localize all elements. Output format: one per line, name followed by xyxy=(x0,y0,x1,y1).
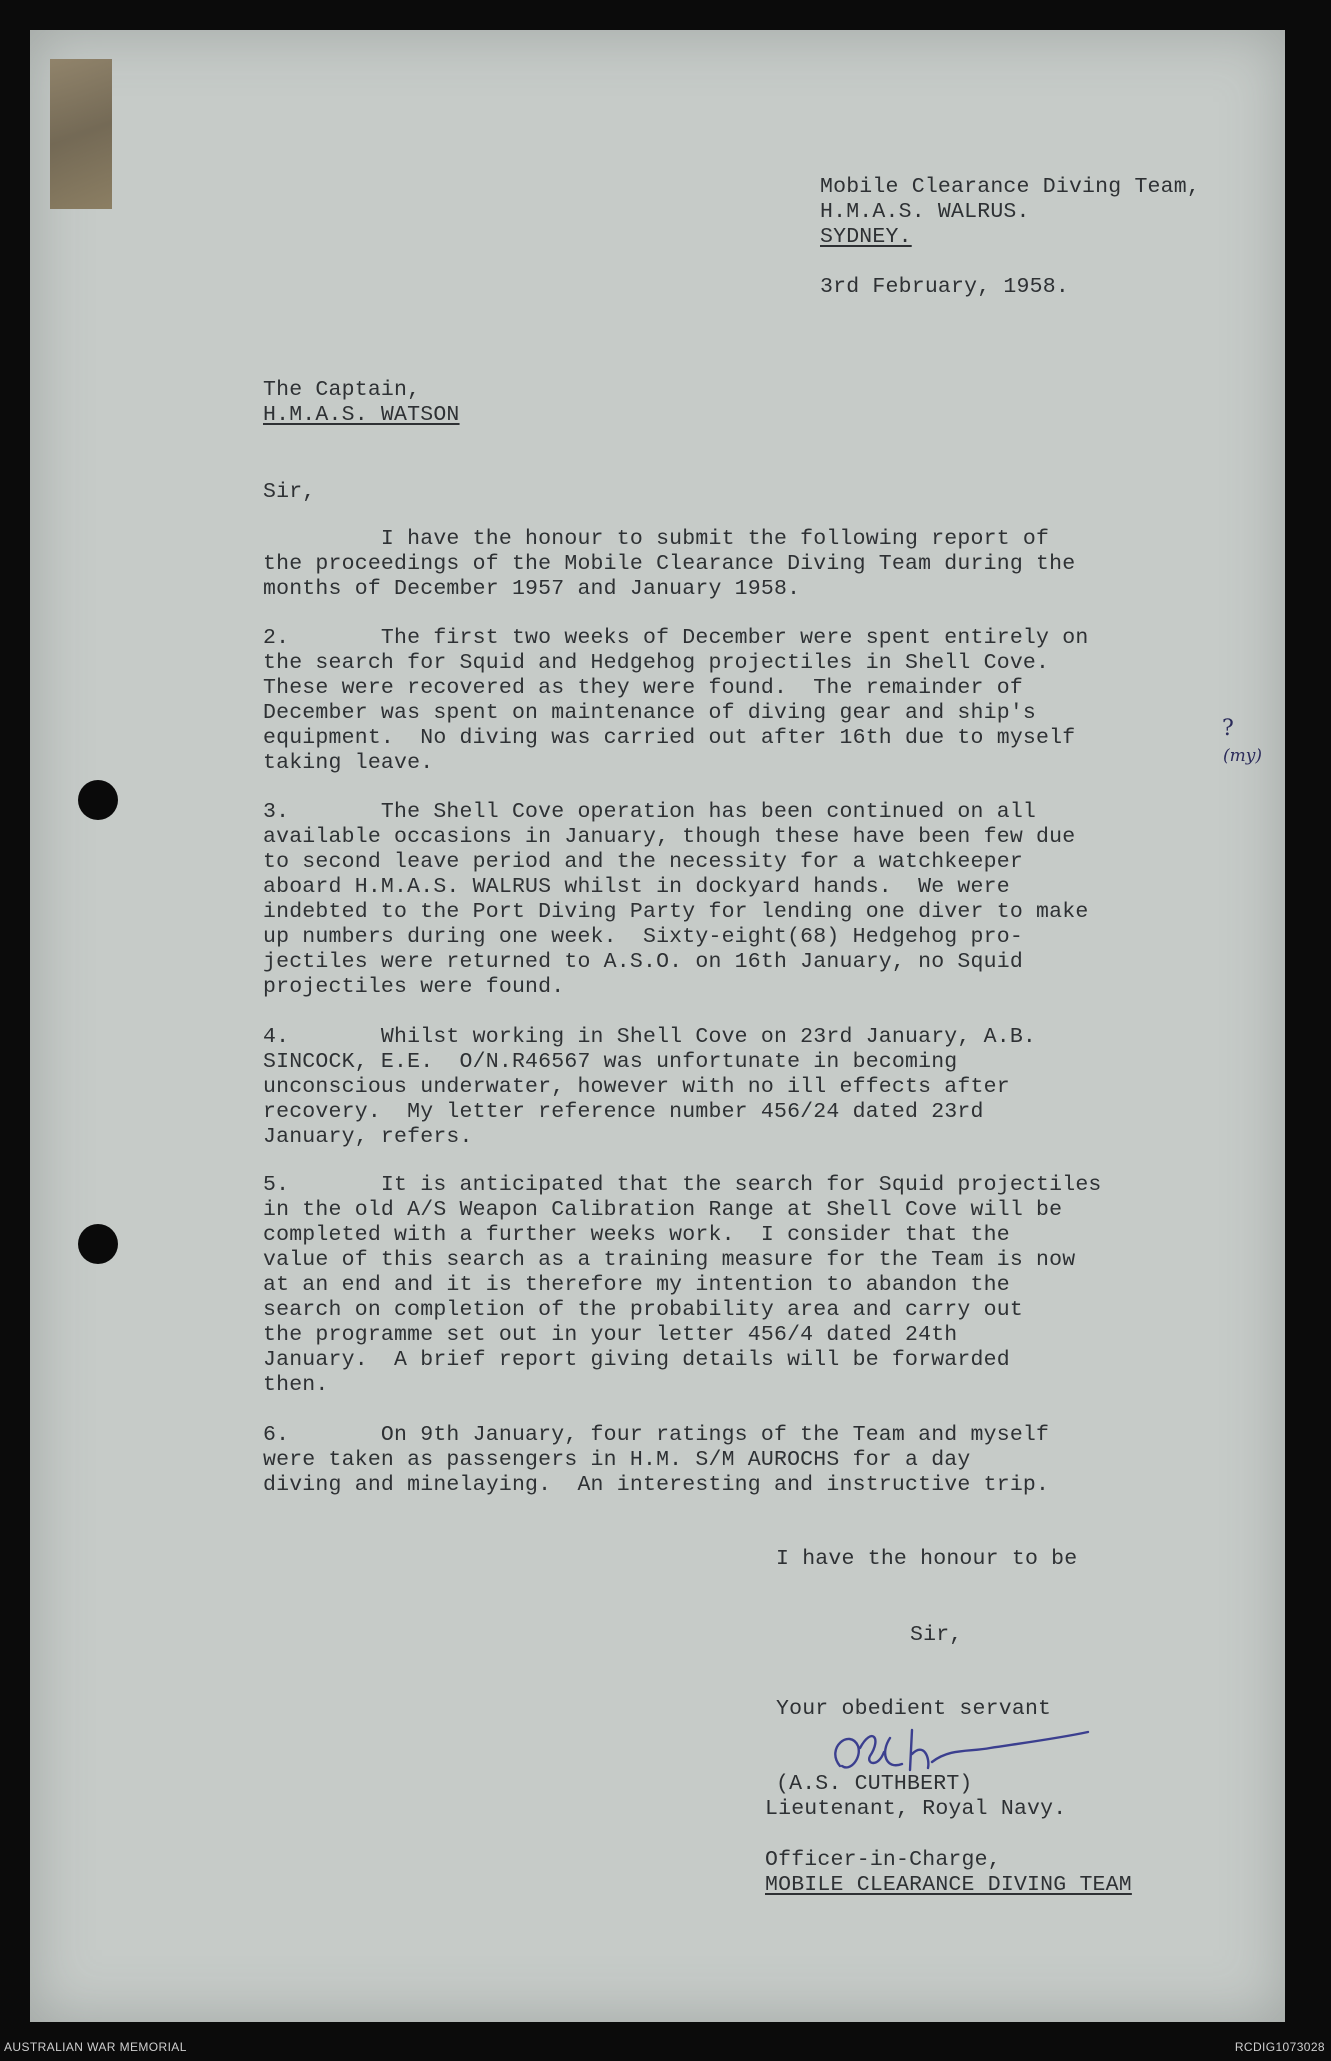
paragraph-line: the search for Squid and Hedgehog projectiles in Shell Cove. xyxy=(263,651,1050,675)
closing-servant: Your obedient servant xyxy=(776,1697,1052,1721)
paragraph-line: January. A brief report giving details will be forwarded xyxy=(263,1348,1010,1372)
paragraph-line: were taken as passengers in H.M. S/M AUROCHS for a day xyxy=(263,1448,971,1472)
paragraph-line: up numbers during one week. Sixty-eight(68) Hedgehog pro- xyxy=(263,925,1023,949)
paragraph-line: taking leave. xyxy=(263,751,434,775)
paragraph-line: unconscious underwater, however with no ill effects after xyxy=(263,1075,1010,1099)
paragraph-line: the programme set out in your letter 456/4 dated 24th xyxy=(263,1323,958,1347)
handwritten-margin-note: (my) xyxy=(1223,746,1262,766)
paragraph-line: value of this search as a training measure for the Team is now xyxy=(263,1248,1076,1272)
adhesive-tape-mark xyxy=(50,59,112,209)
archive-reference: RCDIG1073028 xyxy=(1234,2040,1325,2054)
paragraph-line: 5. It is anticipated that the search for Squid projectiles xyxy=(263,1173,1102,1197)
closing-sir: Sir, xyxy=(910,1623,963,1647)
salutation: Sir, xyxy=(263,480,316,504)
paragraph-line: I have the honour to submit the following report of xyxy=(263,527,1050,551)
paragraph-line: recovery. My letter reference number 456/24 dated 23rd xyxy=(263,1100,984,1124)
paragraph-line: indebted to the Port Diving Party for lending one diver to make xyxy=(263,900,1089,924)
paragraph-line: SINCOCK, E.E. O/N.R46567 was unfortunate in becoming xyxy=(263,1050,958,1074)
paragraph-line: search on completion of the probability area and carry out xyxy=(263,1298,1023,1322)
paragraph-line: in the old A/S Weapon Calibration Range at Shell Cove will be xyxy=(263,1198,1063,1222)
paragraph-line: 3. The Shell Cove operation has been continued on all xyxy=(263,800,1037,824)
punch-hole-icon xyxy=(78,1224,118,1264)
signatory-unit: MOBILE CLEARANCE DIVING TEAM xyxy=(765,1873,1132,1897)
archive-credit: AUSTRALIAN WAR MEMORIAL xyxy=(4,2040,187,2054)
paragraph-line: completed with a further weeks work. I consider that the xyxy=(263,1223,1010,1247)
paragraph-line: to second leave period and the necessity for a watchkeeper xyxy=(263,850,1023,874)
paragraph-line: jectiles were returned to A.S.O. on 16th January, no Squid xyxy=(263,950,1023,974)
sender-ship: H.M.A.S. WALRUS. xyxy=(820,200,1030,224)
paragraph-line: months of December 1957 and January 1958. xyxy=(263,577,801,601)
paragraph-line: These were recovered as they were found. The remainder of xyxy=(263,676,1023,700)
paragraph-line: then. xyxy=(263,1373,329,1397)
paragraph-line: projectiles were found. xyxy=(263,975,565,999)
handwritten-query-mark: ? xyxy=(1222,716,1234,741)
paragraph-line: at an end and it is therefore my intention to abandon the xyxy=(263,1273,1010,1297)
paragraph-line: equipment. No diving was carried out after 16th due to myself xyxy=(263,726,1076,750)
paragraph-line: January, refers. xyxy=(263,1125,473,1149)
signatory-name: (A.S. CUTHBERT) xyxy=(776,1772,973,1796)
paragraph-line: December was spent on maintenance of diving gear and ship's xyxy=(263,701,1037,725)
letter-date: 3rd February, 1958. xyxy=(820,275,1069,299)
sender-unit: Mobile Clearance Diving Team, xyxy=(820,175,1200,199)
paragraph-line: the proceedings of the Mobile Clearance Diving Team during the xyxy=(263,552,1076,576)
signatory-role: Officer-in-Charge, xyxy=(765,1848,1001,1872)
paragraph-line: aboard H.M.A.S. WALRUS whilst in dockyard hands. We were xyxy=(263,875,1010,899)
paragraph-line: 2. The first two weeks of December were spent entirely on xyxy=(263,626,1089,650)
paragraph-line: diving and minelaying. An interesting and instructive trip. xyxy=(263,1473,1050,1497)
paragraph-line: 6. On 9th January, four ratings of the Team and myself xyxy=(263,1423,1050,1447)
sender-city: SYDNEY. xyxy=(820,225,912,249)
paragraph-line: available occasions in January, though these have been few due xyxy=(263,825,1076,849)
paragraph-line: 4. Whilst working in Shell Cove on 23rd January, A.B. xyxy=(263,1025,1037,1049)
punch-hole-icon xyxy=(78,780,118,820)
addressee-title: The Captain, xyxy=(263,378,421,402)
addressee-ship: H.M.A.S. WATSON xyxy=(263,403,460,427)
closing-honour: I have the honour to be xyxy=(776,1547,1078,1571)
signatory-rank: Lieutenant, Royal Navy. xyxy=(765,1797,1067,1821)
